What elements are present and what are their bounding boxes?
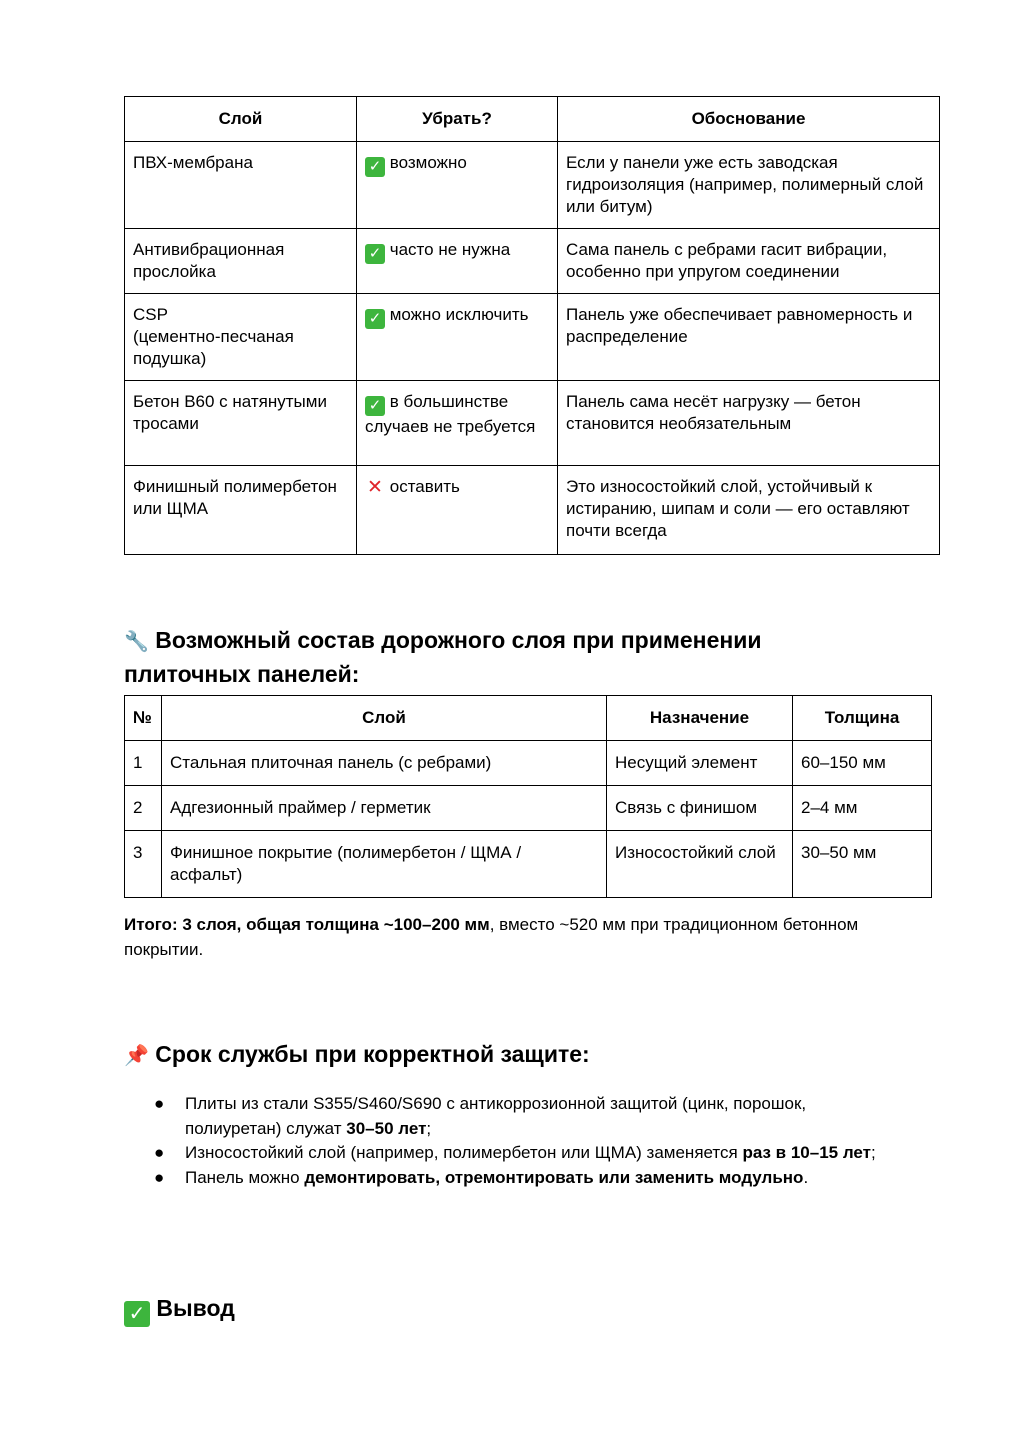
check-icon: ✓ [365,309,385,329]
bullet-icon: ● [154,1167,165,1187]
layer-cell: ПВХ-мембрана [125,142,357,229]
check-icon: ✓ [365,396,385,416]
reason-cell: Панель уже обеспечивает равномерность и распределение [558,294,940,381]
purpose-cell: Связь с финишом [607,786,793,831]
layer-cell: Антивибрационная прослойка [125,229,357,294]
summary-paragraph [124,912,884,962]
purpose-cell: Износостойкий слой [607,831,793,898]
remove-text: возможно [389,153,467,172]
table-row [125,741,932,786]
heading-text: Возможный состав дорожного слоя при применении плиточных панелей: [124,627,762,687]
table-row [125,381,940,466]
table-header-row [125,696,932,741]
remove-cell [357,294,558,381]
num-cell: 1 [125,741,162,786]
column-header: Назначение [607,696,793,741]
layer-cell: Бетон B60 с натянутыми тросами [125,381,357,466]
remove-cell [357,229,558,294]
reason-cell: Это износостойкий слой, устойчивый к истиранию, шипам и соли — его оставляют почти всегда [558,466,940,555]
layer-cell: Финишное покрытие (полимербетон / ЩМА / асфальт) [162,831,607,898]
column-header: Обоснование [558,97,940,142]
num-cell: 2 [125,786,162,831]
table-row [125,466,940,555]
remove-cell [357,142,558,229]
summary-rest: , вместо ~520 мм при традиционном бетонном покрытии. [124,915,859,959]
table-row [125,831,932,898]
remove-cell [357,466,558,555]
column-header: № [125,696,162,741]
table-row [125,229,940,294]
remove-text: в большинстве случаев не требуется [365,392,536,436]
remove-text: можно исключить [389,305,529,324]
section-heading-service-life [124,1038,884,1072]
column-header: Толщина [793,696,932,741]
check-icon: ✓ [124,1301,150,1327]
pushpin-icon: 📌 [124,1045,149,1067]
table-row [125,786,932,831]
table-row [125,142,940,229]
column-header: Убрать? [357,97,558,142]
layer-cell: Финишный полимербетон или ЩМА [125,466,357,555]
road-layer-composition-table [124,695,932,898]
list-item: ● Панель можно демонтировать, отремонтировать или заменить модульно. [124,1166,904,1191]
reason-cell: Если у панели уже есть заводская гидроизоляция (например, полимерный слой или битум) [558,142,940,229]
check-icon: ✓ [365,157,385,177]
list-item: ● Износостойкий слой (например, полимербетон или ЩМА) заменяется раз в 10–15 лет; [124,1141,904,1166]
table-row [125,294,940,381]
table-header-row [125,97,940,142]
thickness-cell: 60–150 мм [793,741,932,786]
list-item: ● Плиты из стали S355/S460/S690 с антикоррозионной защитой (цинк, порошок, полиуретан) служат 30–50 лет; [154,1094,807,1138]
summary-bold: Итого: 3 слоя, общая толщина ~100–200 мм [124,915,490,934]
num-cell: 3 [125,831,162,898]
bullet-icon: ● [154,1143,165,1162]
reason-cell: Сама панель с ребрами гасит вибрации, особенно при упругом соединении [558,229,940,294]
column-header: Слой [125,97,357,142]
heading-text: Вывод [156,1295,235,1321]
layer-cell: Стальная плиточная панель (с ребрами) [162,741,607,786]
layer-cell: CSP (цементно-песчаная подушка) [125,294,357,381]
check-icon: ✓ [365,244,385,264]
wrench-icon: 🔧 [124,631,149,653]
section-heading-composition [124,624,844,690]
section-heading-conclusion [124,1292,524,1327]
thickness-cell: 30–50 мм [793,831,932,898]
reason-cell: Панель сама несёт нагрузку — бетон становится необязательным [558,381,940,466]
remove-text: оставить [389,477,460,496]
service-life-list [124,1092,904,1190]
remove-text: часто не нужна [389,240,511,259]
column-header: Слой [162,696,607,741]
layers-removal-table [124,96,940,555]
cross-icon: ✕ [367,477,383,498]
heading-text: Срок службы при корректной защите: [155,1041,590,1067]
purpose-cell: Несущий элемент [607,741,793,786]
thickness-cell: 2–4 мм [793,786,932,831]
layer-cell: Адгезионный праймер / герметик [162,786,607,831]
bullet-icon: ● [154,1094,165,1113]
remove-cell [357,381,558,466]
